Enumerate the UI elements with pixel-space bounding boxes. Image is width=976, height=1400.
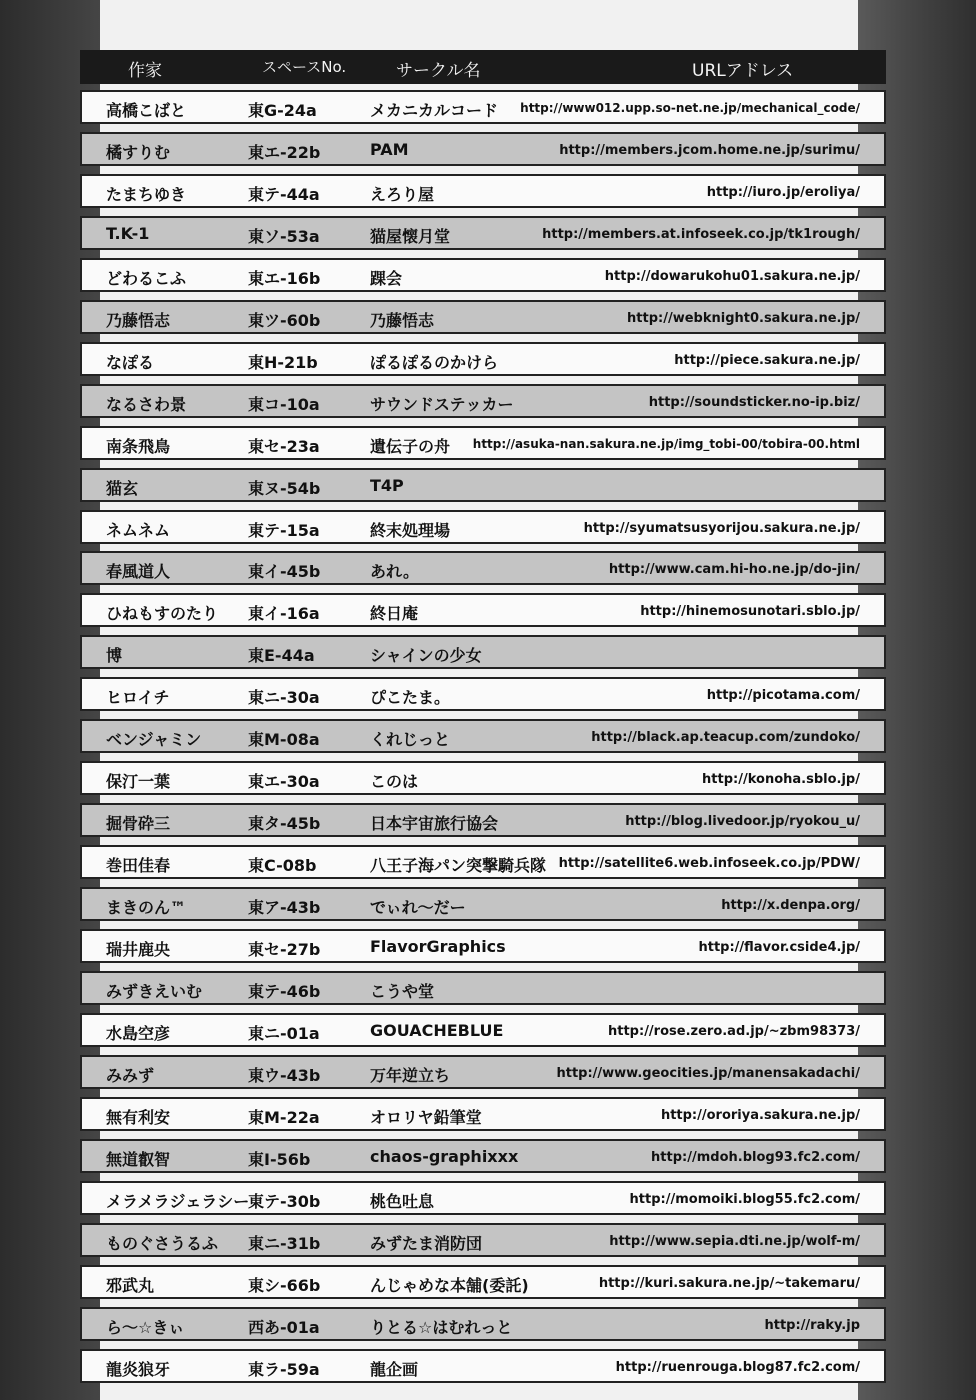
url-cell[interactable]: http://asuka-nan.sakura.ne.jp/img_tobi-00/tobira-00.html xyxy=(472,436,860,451)
circle-name-cell: こうや堂 xyxy=(370,982,435,1002)
url-cell[interactable]: http://rose.zero.ad.jp/~zbm98373/ xyxy=(608,1023,860,1039)
url-cell[interactable]: http://www012.upp.so-net.ne.jp/mechanical_code/ xyxy=(520,101,860,115)
circle-name-cell: ぴこたま。 xyxy=(370,688,451,708)
author-cell: ネムネム xyxy=(106,520,171,540)
circle-name-cell: 猫屋懐月堂 xyxy=(370,226,451,246)
url-cell[interactable]: http://webknight0.sakura.ne.jp/ xyxy=(627,310,860,326)
table-row xyxy=(80,1349,886,1383)
circle-name-cell: FlavorGraphics xyxy=(370,937,506,957)
space-no-cell: 東テ-46b xyxy=(248,982,321,1002)
table-row xyxy=(80,1307,886,1341)
author-cell: 橘すりむ xyxy=(106,142,171,162)
table-row xyxy=(80,300,886,334)
author-cell: 高橋こばと xyxy=(106,101,187,120)
circle-name-cell: 日本宇宙旅行協会 xyxy=(370,814,499,834)
url-cell[interactable]: http://blog.livedoor.jp/ryokou_u/ xyxy=(625,814,860,830)
circle-name-cell: えろり屋 xyxy=(370,184,435,204)
url-cell[interactable]: http://kuri.sakura.ne.jp/~takemaru/ xyxy=(598,1275,860,1291)
circle-name-cell: このは xyxy=(370,772,419,792)
table-row xyxy=(80,1223,886,1257)
space-no-cell: 東シ-66b xyxy=(248,1275,321,1295)
author-cell: 乃藤悟志 xyxy=(106,310,171,330)
url-cell[interactable]: http://piece.sakura.ne.jp/ xyxy=(674,352,860,368)
author-cell: みみず xyxy=(106,1065,155,1085)
author-cell: どわるこふ xyxy=(106,268,187,288)
url-cell[interactable]: http://soundsticker.no-ip.biz/ xyxy=(648,394,860,410)
author-cell: 水島空彦 xyxy=(106,1023,171,1043)
table-row xyxy=(80,1181,886,1215)
author-cell: 博 xyxy=(106,646,123,666)
circle-name-cell: ぽるぽるのかけら xyxy=(370,352,499,372)
author-cell: 保汀一葉 xyxy=(106,772,171,792)
url-cell[interactable]: http://www.sepia.dti.ne.jp/wolf-m/ xyxy=(609,1233,860,1249)
space-no-cell: 東ア-43b xyxy=(248,898,321,918)
space-no-cell: 東ニ-30a xyxy=(248,688,320,708)
table-row xyxy=(80,216,886,250)
table-row xyxy=(80,90,886,124)
url-cell[interactable]: http://satellite6.web.infoseek.co.jp/PDW/ xyxy=(558,856,860,872)
author-cell: T.K-1 xyxy=(106,223,150,243)
space-no-cell: 東C-08b xyxy=(248,856,317,876)
space-no-cell: 東タ-45b xyxy=(248,814,321,834)
url-cell[interactable]: http://flavor.cside4.jp/ xyxy=(698,940,860,956)
space-no-cell: 東H-21b xyxy=(248,352,318,372)
table-row xyxy=(80,887,886,921)
author-cell: まきのん™ xyxy=(106,898,187,918)
url-cell[interactable]: http://syumatsusyorijou.sakura.ne.jp/ xyxy=(583,520,860,536)
author-cell: 瑞井鹿央 xyxy=(106,940,171,960)
space-no-cell: 東テ-15a xyxy=(248,520,320,540)
space-no-cell: 東イ-16a xyxy=(248,604,320,624)
circle-name-cell: 桃色吐息 xyxy=(370,1191,435,1211)
circle-name-cell: 踝会 xyxy=(370,268,403,288)
table-row xyxy=(80,384,886,418)
url-cell[interactable]: http://momoiki.blog55.fc2.com/ xyxy=(629,1191,860,1207)
author-cell: 無有利安 xyxy=(106,1107,171,1127)
circle-name-cell: くれじっと xyxy=(370,730,451,750)
space-no-cell: 東E-44a xyxy=(248,646,315,666)
table-row xyxy=(80,803,886,837)
table-row xyxy=(80,426,886,460)
circle-name-cell: でぃれ〜だー xyxy=(370,898,466,918)
header-author: 作家 xyxy=(128,61,162,81)
table-row xyxy=(80,342,886,376)
author-cell: 春風道人 xyxy=(106,562,171,582)
circle-name-cell: chaos-graphixxx xyxy=(370,1146,519,1166)
header-space-no: スペースNo. xyxy=(262,58,347,76)
space-no-cell: 東セ-23a xyxy=(248,436,320,456)
table-row xyxy=(80,1055,886,1089)
table-row xyxy=(80,132,886,166)
url-cell[interactable]: http://raky.jp xyxy=(764,1317,860,1333)
author-cell: みずきえいむ xyxy=(106,982,203,1002)
table-body xyxy=(80,90,886,1383)
url-cell[interactable]: http://picotama.com/ xyxy=(706,688,860,704)
circle-name-cell: あれ。 xyxy=(370,562,419,582)
author-cell: 無道叡智 xyxy=(106,1149,171,1169)
url-cell[interactable]: http://www.cam.hi-ho.ne.jp/do-jin/ xyxy=(608,562,860,578)
circle-name-cell: シャインの少女 xyxy=(370,646,482,666)
header-url: URLアドレス xyxy=(692,61,794,81)
author-cell: 邪武丸 xyxy=(106,1275,155,1295)
circle-name-cell: オロリヤ鉛筆堂 xyxy=(370,1107,482,1127)
table-row xyxy=(80,677,886,711)
url-cell[interactable]: http://x.denpa.org/ xyxy=(721,898,860,914)
table-row xyxy=(80,551,886,585)
header-circle-name: サークル名 xyxy=(396,61,481,81)
url-cell[interactable]: http://members.at.infoseek.co.jp/tk1rough/ xyxy=(542,226,860,242)
author-cell: 南条飛鳥 xyxy=(106,436,171,456)
url-cell[interactable]: http://dowarukohu01.sakura.ne.jp/ xyxy=(604,268,860,284)
circle-name-cell: 終日庵 xyxy=(370,604,419,624)
author-cell: ベンジャミン xyxy=(106,730,202,750)
url-cell[interactable]: http://members.jcom.home.ne.jp/surimu/ xyxy=(559,142,860,158)
author-cell: 猫玄 xyxy=(106,478,139,498)
url-cell[interactable]: http://iuro.jp/eroliya/ xyxy=(706,184,860,200)
space-no-cell: 東ヌ-54b xyxy=(248,478,321,498)
table-row xyxy=(80,1013,886,1047)
circle-name-cell: んじゃめな本舗(委託) xyxy=(370,1275,529,1295)
url-cell[interactable]: http://www.geocities.jp/manensakadachi/ xyxy=(556,1065,860,1081)
table-row xyxy=(80,468,886,502)
table-row xyxy=(80,1097,886,1131)
table-row xyxy=(80,635,886,669)
author-cell: 巻田佳春 xyxy=(106,856,171,876)
circle-name-cell: T4P xyxy=(370,475,404,495)
circle-name-cell: 龍企画 xyxy=(370,1359,419,1379)
author-cell: ヒロイチ xyxy=(106,688,170,708)
table-row xyxy=(80,174,886,208)
table-row xyxy=(80,845,886,879)
url-cell[interactable]: http://black.ap.teacup.com/zundoko/ xyxy=(591,730,860,746)
circle-name-cell: 乃藤悟志 xyxy=(370,310,435,330)
circle-name-cell: GOUACHEBLUE xyxy=(370,1020,504,1040)
url-cell[interactable]: http://mdoh.blog93.fc2.com/ xyxy=(651,1149,860,1165)
circle-name-cell: 八王子海パン突撃騎兵隊 xyxy=(370,856,547,876)
url-cell[interactable]: http://ruenrouga.blog87.fc2.com/ xyxy=(615,1359,860,1375)
author-cell: ら〜☆きぃ xyxy=(106,1317,185,1337)
author-cell: なぽる xyxy=(106,352,155,372)
url-cell[interactable]: http://hinemosunotari.sblo.jp/ xyxy=(640,604,860,620)
space-no-cell: 東イ-45b xyxy=(248,562,321,582)
url-cell[interactable]: http://ororiya.sakura.ne.jp/ xyxy=(660,1107,860,1123)
table-header xyxy=(80,50,886,84)
circle-name-cell: 万年逆立ち xyxy=(370,1065,451,1085)
author-cell: たまちゆき xyxy=(106,184,187,204)
table-row xyxy=(80,971,886,1005)
url-cell[interactable]: http://konoha.sblo.jp/ xyxy=(702,772,860,788)
circle-list-table xyxy=(80,50,886,1391)
author-cell: メラメラジェラシー xyxy=(106,1191,250,1211)
space-no-cell: 東テ-30b xyxy=(248,1191,321,1211)
table-row xyxy=(80,761,886,795)
circle-name-cell: PAM xyxy=(370,139,409,159)
space-no-cell: 東M-22a xyxy=(248,1107,320,1127)
circle-name-cell: メカニカルコード xyxy=(370,101,499,120)
author-cell: ものぐさうるふ xyxy=(106,1233,219,1253)
space-no-cell: 東ソ-53a xyxy=(248,226,320,246)
author-cell: なるさわ景 xyxy=(106,394,187,414)
space-no-cell: 西あ-01a xyxy=(248,1317,320,1337)
space-no-cell: 東エ-16b xyxy=(248,268,321,288)
table-row xyxy=(80,510,886,544)
circle-name-cell: りとる☆はむれっと xyxy=(370,1317,513,1337)
table-row xyxy=(80,1139,886,1173)
table-row xyxy=(80,1265,886,1299)
table-row xyxy=(80,929,886,963)
space-no-cell: 東ラ-59a xyxy=(248,1359,320,1379)
space-no-cell: 東ツ-60b xyxy=(248,310,321,330)
space-no-cell: 東M-08a xyxy=(248,730,320,750)
space-no-cell: 東テ-44a xyxy=(248,184,320,204)
space-no-cell: 東コ-10a xyxy=(248,394,320,414)
space-no-cell: 東エ-30a xyxy=(248,772,320,792)
table-row xyxy=(80,719,886,753)
circle-name-cell: 遺伝子の舟 xyxy=(370,436,451,456)
space-no-cell: 東ニ-31b xyxy=(248,1233,321,1253)
space-no-cell: 東ウ-43b xyxy=(248,1065,321,1085)
author-cell: ひねもすのたり xyxy=(106,604,219,624)
table-row xyxy=(80,258,886,292)
circle-name-cell: 終末処理場 xyxy=(370,520,451,540)
space-no-cell: 東G-24a xyxy=(248,101,317,120)
author-cell: 龍炎狼牙 xyxy=(106,1359,171,1379)
circle-name-cell: みずたま消防団 xyxy=(370,1233,483,1253)
space-no-cell: 東ニ-01a xyxy=(248,1023,320,1043)
space-no-cell: 東I-56b xyxy=(248,1149,311,1169)
space-no-cell: 東セ-27b xyxy=(248,940,321,960)
circle-name-cell: サウンドステッカー xyxy=(370,394,514,414)
space-no-cell: 東エ-22b xyxy=(248,142,321,162)
author-cell: 掘骨砕三 xyxy=(106,814,171,834)
table-row xyxy=(80,593,886,627)
